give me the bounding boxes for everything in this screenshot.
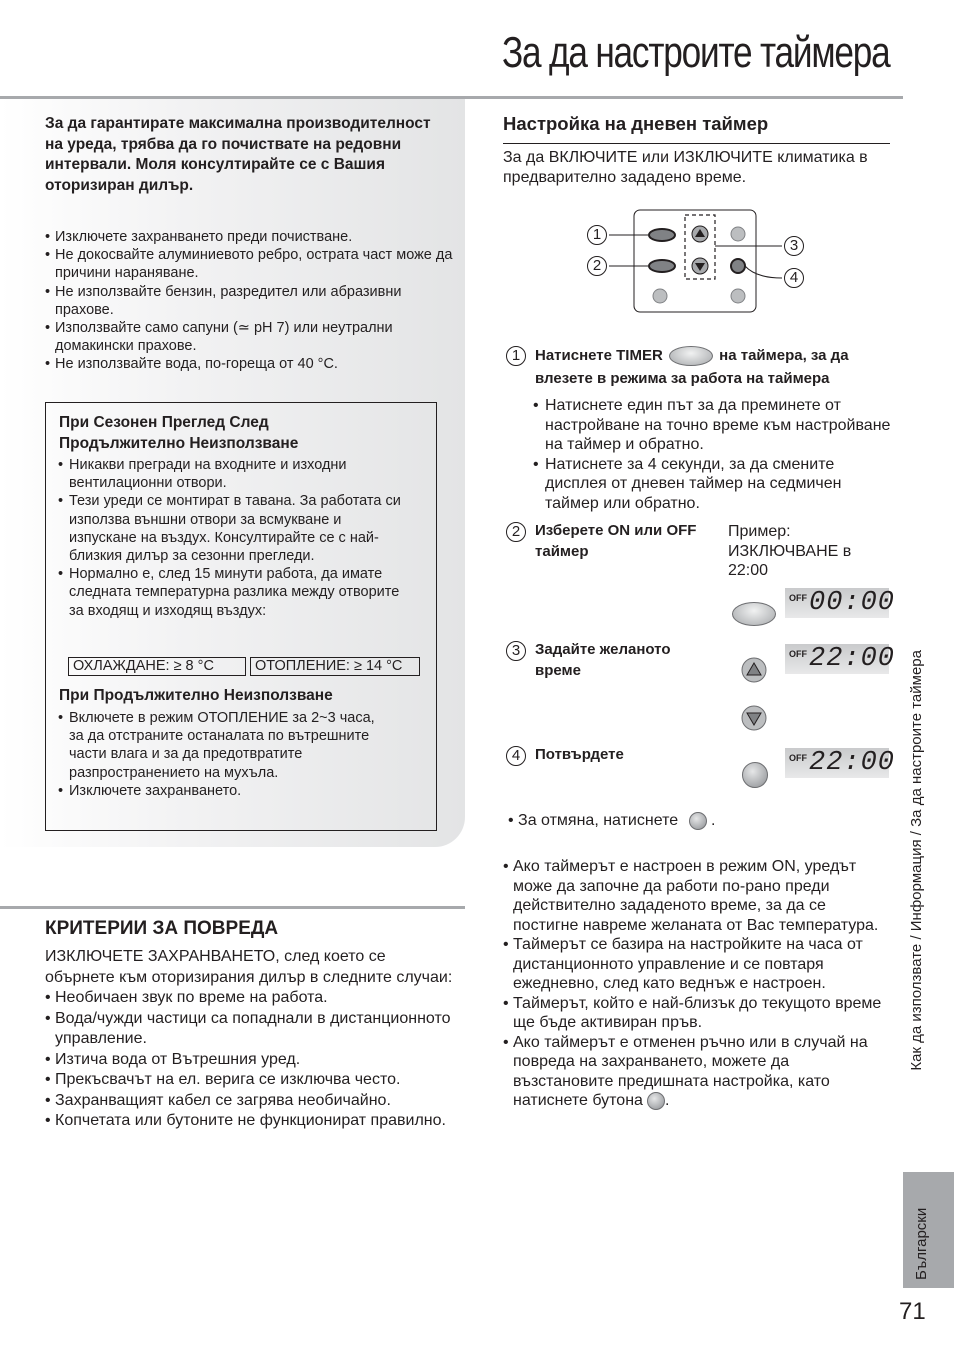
- callout-1: 1: [587, 225, 607, 245]
- restore-button-icon: [647, 1092, 665, 1110]
- cancel-button-icon: [689, 812, 707, 830]
- step-1-text-b: на таймера, за да влезете в режима за работа на таймера: [535, 347, 849, 387]
- list-item: • Ако таймерът е настроен в режим ON, уредът може да започне да работи по-рано преди действително зададеното време, за да се постигне навреме желаната от Вас температура.: [503, 857, 893, 935]
- lcd-display-1: [785, 588, 896, 618]
- box-list-seasonal: [58, 456, 408, 620]
- step-4-number: 4: [506, 746, 526, 766]
- box-list-long-disuse: [58, 709, 378, 800]
- page-title: За да настроите таймера: [502, 28, 890, 77]
- list-item: • Използвайте само сапуни (≃ pH 7) или неутрални домакински прахове.: [45, 319, 455, 355]
- list-item: • Копчетата или бутоните не функционират правилно.: [45, 1111, 455, 1132]
- timer-notes-list: [503, 857, 893, 1111]
- list-item: • Изтича вода от Вътрешния уред.: [45, 1050, 455, 1071]
- criteria-body: [45, 947, 455, 1132]
- up-arrow-icon: [741, 657, 767, 683]
- cooling-cell: ОХЛАЖДАНЕ: ≥ 8 °C: [68, 657, 246, 676]
- criteria-intro: ИЗКЛЮЧЕТЕ ЗАХРАНВАНЕТО, след което се обърнете към оторизирания дилър в следните случаи:: [45, 948, 453, 986]
- step-1-number: 1: [506, 346, 526, 366]
- cancel-text: За отмяна, натиснете: [518, 812, 679, 829]
- down-arrow-icon: [741, 705, 767, 731]
- list-item: • Таймерът се базира на настройките на часа от дистанционното управление и се повтаря ежедневно, след като веднъж е настроен.: [503, 935, 893, 994]
- lcd-off-label: OFF: [789, 593, 807, 603]
- remote-diagram-svg: [584, 208, 814, 314]
- criteria-list: [45, 988, 455, 1132]
- daily-timer-description: За да ВКЛЮЧИТЕ или ИЗКЛЮЧИТЕ климатика в предварително зададено време.: [503, 149, 868, 186]
- note-text: Ако таймерът е отменен ръчно или в случай на повреда на захранването, можете да възстановите предишната настройка, като натиснете бутона: [513, 1033, 868, 1109]
- timer-button-icon: [732, 602, 776, 626]
- maintenance-list: [45, 228, 455, 374]
- maintenance-intro: За да гарантирате максимална производителност на уреда, трябва да го почиствате на редовни интервали. Моля консултирайте се с Вашия оторизиран дилър.: [45, 115, 431, 194]
- lcd-display-3: [785, 748, 896, 778]
- seasonal-inspection-box: [45, 402, 437, 831]
- box-heading-long-disuse: При Продължително Неизползване: [59, 687, 333, 704]
- lcd-off-label: OFF: [789, 649, 807, 659]
- list-item: • Не използвайте вода, по-гореща от 40 °C.: [45, 355, 455, 373]
- list-item: • Ако таймерът е отменен ръчно или в случай на повреда на захранването, можете да възстановите предишната настройка, като натиснете бутона .: [503, 1033, 893, 1111]
- list-item: • Не използвайте бензин, разредител или абразивни прахове.: [45, 283, 455, 319]
- list-item: • Вода/чужди частици са попаднали в дистанционното управление.: [45, 1009, 455, 1050]
- list-item: • Тези уреди се монтират в тавана. За работата си използва външни отвори за всмукване и изпускане на въздух. Консултирайте се с най-близкия дилър за сезонни прегледи.: [58, 492, 408, 565]
- daily-timer-heading: Настройка на дневен таймер: [503, 113, 769, 134]
- page-number: 71: [899, 1298, 926, 1325]
- daily-timer-divider: [503, 143, 890, 144]
- callout-3: 3: [784, 236, 804, 256]
- step-1-text: [535, 344, 885, 390]
- lcd-off-label: OFF: [789, 753, 807, 763]
- lcd-display-2: [785, 644, 896, 674]
- callout-4: 4: [784, 268, 804, 288]
- set-button-icon: [742, 762, 768, 788]
- list-item: • Изключете захранването преди почистване.: [45, 228, 455, 246]
- lcd-time: 22:00: [809, 748, 896, 778]
- step-1-text-a: Натиснете TIMER: [535, 347, 663, 364]
- timer-button-icon: [669, 346, 713, 366]
- section-breadcrumb-vertical: [903, 650, 933, 1160]
- list-item: • Натиснете един път за да преминете от настройване на точно време към настройване на таймер и обратно.: [533, 396, 893, 455]
- list-item: • Прекъсвачът на ел. верига се изключва често.: [45, 1070, 455, 1091]
- temperature-difference-table: [68, 657, 420, 676]
- step-2-example: Пример: ИЗКЛЮЧВАНЕ в 22:00: [728, 523, 852, 579]
- step-2-text: Изберете ON или OFF таймер: [535, 522, 697, 560]
- list-item: • Никакви прегради на входните и изходни вентилационни отвори.: [58, 456, 408, 492]
- lcd-time: 22:00: [809, 644, 896, 674]
- callout-2: 2: [587, 256, 607, 276]
- step-3-number: 3: [506, 641, 526, 661]
- cancel-instruction: • За отмяна, натиснете .: [508, 812, 716, 829]
- breadcrumb-text: Как да използвате / Информация / За да настроите таймера: [908, 650, 925, 1071]
- list-item: • Нормално е, след 15 минути работа, да имате следната температурна разлика между отворите за входящ и изходящ въздух:: [58, 565, 408, 620]
- list-item: • Натиснете за 4 секунди, за да смените дисплея от дневен таймер на седмичен таймер или обратно.: [533, 455, 893, 514]
- list-item: • Включете в режим ОТОПЛЕНИЕ за 2~3 часа, за да отстраните останалата по вътрешните части влага и за да предотвратите разпространението на мухъла.: [58, 709, 378, 782]
- heating-cell: ОТОПЛЕНИЕ: ≥ 14 °C: [250, 657, 420, 676]
- language-tab: [903, 1172, 954, 1288]
- remote-diagram: [584, 208, 814, 314]
- box-heading-seasonal: При Сезонен Преглед След Продължително Неизползване: [59, 414, 299, 452]
- lcd-time: 00:00: [809, 588, 896, 618]
- list-item: • Изключете захранването.: [58, 782, 378, 800]
- step-3-text: Задайте желаното време: [535, 641, 671, 679]
- list-item: • Таймерът, който е най-близък до текущото време ще бъде активиран пръв.: [503, 994, 893, 1033]
- step-2-number: 2: [506, 522, 526, 542]
- list-item: • Не докосвайте алуминиевото ребро, острата част може да причини нараняване.: [45, 246, 455, 282]
- step-4-text: Потвърдете: [535, 746, 624, 763]
- language-label: Български: [913, 1207, 930, 1280]
- list-item: • Захранващият кабел се загрява необичайно.: [45, 1091, 455, 1112]
- list-item: • Необичаен звук по време на работа.: [45, 988, 455, 1009]
- step-1-list: [533, 396, 893, 513]
- criteria-title: КРИТЕРИИ ЗА ПОВРЕДА: [45, 918, 279, 939]
- criteria-divider: [0, 906, 465, 909]
